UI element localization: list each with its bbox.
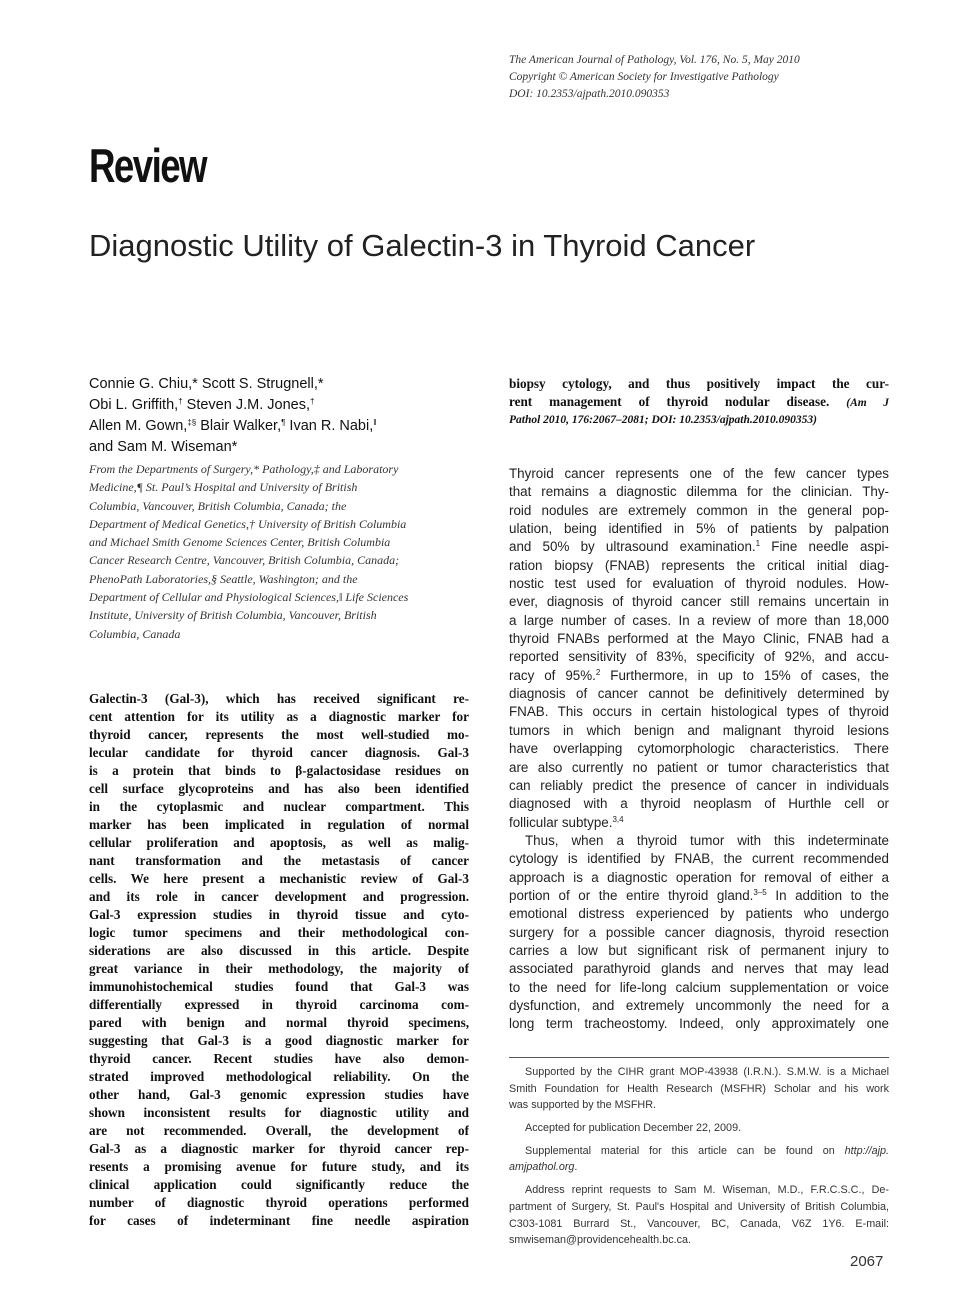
footnote-line: was supported by the MSFHR. xyxy=(509,1099,657,1112)
affiliation-line: From the Departments of Surgery,* Pathology,‡ and Laboratory xyxy=(89,462,399,476)
author-list xyxy=(89,374,469,458)
footnote-line: Address reprint requests to Sam M. Wiseman, M.D., F.R.C.S.C., De- xyxy=(525,1184,889,1197)
abstract-text: rent management of thyroid nodular disease. xyxy=(509,394,830,409)
body-text-span: In addition to the xyxy=(766,887,889,903)
affiliation-mark: ¶ xyxy=(281,418,286,427)
body-line: ulation, being identified in 5% of patients by palpation xyxy=(509,521,889,537)
body-line: carries a low but significant risk of permanent injury to xyxy=(509,942,889,958)
reference-mark: 3–5 xyxy=(753,887,767,897)
body-line: to the need for life-long calcium supplementation or voice xyxy=(509,979,889,995)
abstract-line: lecular candidate for thyroid cancer diagnosis. Gal-3 xyxy=(89,745,469,760)
abstract-line: logic tumor specimens and their methodological con- xyxy=(89,925,469,940)
body-line: tumors in which benign and malignant thyroid lesions xyxy=(509,722,889,738)
body-line: Thyroid cancer represents one of the few cancer types xyxy=(509,466,889,481)
affiliation-mark: ‡§ xyxy=(187,418,197,427)
abstract-line: shown inconsistent results for diagnostic utility and xyxy=(89,1105,469,1120)
author-name: Ivan R. Nabi, xyxy=(285,418,374,434)
affiliation-line: Medicine,¶ St. Paul’s Hospital and University of British xyxy=(89,480,358,495)
abstract-line: immunohistochemical studies found that Gal-3 was xyxy=(89,979,469,994)
supplemental-link[interactable]: amjpathol.org xyxy=(509,1161,575,1174)
author-line: Connie G. Chiu,* Scott S. Strugnell,* xyxy=(89,376,324,392)
affiliation-line: Columbia, Vancouver, British Columbia, Canada; the xyxy=(89,498,347,513)
abstract-line: cellular proliferation and apoptosis, as well as malig- xyxy=(89,835,469,850)
footnote-line xyxy=(509,1159,889,1176)
abstract xyxy=(89,690,469,1230)
abstract-line: number of diagnostic thyroid operations performed xyxy=(89,1195,469,1210)
body-line: a large number of cases. In a review of more than 18,000 xyxy=(509,612,889,628)
reference-mark: 1 xyxy=(755,539,761,549)
journal-copyright: Copyright © American Society for Investigative Pathology xyxy=(509,71,779,83)
abstract-line: thyroid cancer, represents the most well-studied mo- xyxy=(89,727,469,742)
body-line: roid nodules are extremely common in the general pop- xyxy=(509,502,889,518)
body-text-span: follicular subtype. xyxy=(509,814,613,830)
body-line: long term tracheostomy. Indeed, only approximately one xyxy=(509,1016,889,1032)
affiliation-line: Department of Medical Genetics,† University of British Columbia xyxy=(89,516,407,531)
abstract-line: cells. We here present a mechanistic review of Gal-3 xyxy=(89,871,469,886)
affiliation-mark: ‖ xyxy=(373,418,377,427)
body-line: thyroid FNABs performed at the Mayo Clinic, FNAB had a xyxy=(509,631,889,647)
affiliation-mark: † xyxy=(178,397,183,406)
body-line: nostic test used for evaluation of thyroid nodules. How- xyxy=(509,576,889,592)
abstract-line: cell surface glycoproteins and has also been identified xyxy=(89,781,469,796)
abstract-line: other hand, Gal-3 genomic expression studies have xyxy=(89,1087,469,1102)
affiliation-line: Cancer Research Centre, Vancouver, British Columbia, Canada; xyxy=(89,553,400,568)
body-line: associated parathyroid glands and nerves that may lead xyxy=(509,961,889,977)
abstract-line: in the cytoplasmic and nuclear compartment. This xyxy=(89,799,469,814)
affiliation-line: PhenoPath Laboratories,§ Seattle, Washington; and the xyxy=(89,571,358,586)
abstract-line: for cases of indeterminant fine needle aspiration xyxy=(89,1213,469,1228)
author-line: and Sam M. Wiseman* xyxy=(89,439,238,455)
footnotes xyxy=(509,1064,889,1249)
body-line: diagnosis of cancer cannot be definitively determined by xyxy=(509,686,889,702)
footnote-text: Supplemental material for this article can be found on xyxy=(525,1144,835,1157)
abstract-line: marker has been implicated in regulation of normal xyxy=(89,817,469,832)
body-line xyxy=(509,814,889,832)
abstract-line: pared with benign and normal thyroid specimens, xyxy=(89,1015,469,1030)
body-line xyxy=(509,887,889,905)
article-title: Diagnostic Utility of Galectin-3 in Thyroid Cancer xyxy=(89,228,756,263)
body-line xyxy=(509,538,889,556)
abstract-line: suggesting that Gal-3 is a good diagnostic marker for xyxy=(89,1033,469,1048)
abstract-line: Gal-3 as a diagnostic marker for thyroid cancer rep- xyxy=(89,1141,469,1156)
citation-text: (Am J xyxy=(846,397,889,409)
footnote-line xyxy=(509,1143,889,1160)
body-line: FNAB. This occurs in certain histological types of thyroid xyxy=(509,704,889,720)
footnote-line: Supported by the CIHR grant MOP-43938 (I.R.N.). S.M.W. is a Michael xyxy=(525,1066,889,1078)
affiliation-mark: † xyxy=(309,397,315,406)
abstract-line: cent attention for its utility as a diagnostic marker for xyxy=(89,709,469,724)
journal-doi: DOI: 10.2353/ajpath.2010.090353 xyxy=(509,88,670,100)
affiliation-line: Institute, University of British Columbia, Vancouver, British xyxy=(89,608,377,623)
abstract-line: are not recommended. Overall, the development of xyxy=(89,1123,469,1138)
body-line: that remains a diagnostic dilemma for the clinician. Thy- xyxy=(509,484,889,500)
reference-mark: 3,4 xyxy=(612,814,624,824)
body-line: emotional distress experienced by patients who undergo xyxy=(509,906,889,922)
affiliation-line: Department of Cellular and Physiological Sciences,‖ Life Sciences xyxy=(89,590,409,605)
abstract-line: differentially expressed in thyroid carcinoma com- xyxy=(89,997,469,1012)
body-text-span: portion of or the entire thyroid gland. xyxy=(509,887,754,903)
abstract-continuation xyxy=(509,375,889,430)
author-name: Blair Walker, xyxy=(196,418,282,434)
abstract-line: Galectin-3 (Gal-3), which has received significant re- xyxy=(89,691,469,706)
body-line: reported sensitivity of 83%, specificity of 92%, and accu- xyxy=(509,649,889,665)
footnote-divider xyxy=(509,1057,889,1058)
body-line: diagnosed with a thyroid neoplasm of Hurthle cell or xyxy=(509,796,889,812)
affiliations xyxy=(89,460,469,643)
supplemental-link[interactable]: http://ajp. xyxy=(844,1144,889,1157)
body-text xyxy=(509,465,889,1034)
abstract-line: and its role in cancer development and progression. xyxy=(89,889,469,904)
body-line: Thus, when a thyroid tumor with this indeterminate xyxy=(525,832,889,848)
reference-mark: 2 xyxy=(595,667,601,677)
email-link[interactable]: smwiseman@providencehealth.bc.ca. xyxy=(509,1234,691,1247)
footnote-line: Smith Foundation for Health Research (MSFHR) Scholar and his work xyxy=(509,1082,889,1095)
author-line xyxy=(89,395,469,416)
journal-header xyxy=(509,52,909,103)
body-line: approach is a diagnostic operation for removal of either a xyxy=(509,869,889,885)
body-line: ever, diagnosis of thyroid cancer still remains uncertain in xyxy=(509,594,889,610)
footnote-line: partment of Surgery, St. Paul's Hospital and University of British Columbia, xyxy=(509,1200,889,1213)
body-line: have overlapping cytomorphologic characteristics. There xyxy=(509,741,889,757)
abstract-line: Gal-3 expression studies in thyroid tissue and cyto- xyxy=(89,907,469,922)
affiliation-line: and Michael Smith Genome Sciences Center, British Columbia xyxy=(89,535,391,550)
body-line: dysfunction, and extremely uncommonly the need for a xyxy=(509,997,889,1013)
abstract-line: great variance in their methodology, the majority of xyxy=(89,961,469,976)
body-line: surgery for a possible cancer diagnosis, thyroid resection xyxy=(509,924,889,940)
footnote-line: C303-1081 Burrard St., Vancouver, BC, Canada, V6Z 1Y6. E-mail: xyxy=(509,1217,889,1230)
body-line: are also currently no patient or tumor characteristics that xyxy=(509,759,889,775)
author-name: Steven J.M. Jones, xyxy=(182,397,310,413)
abstract-line: biopsy cytology, and thus positively impact the cur- xyxy=(509,376,889,391)
body-line xyxy=(509,667,889,685)
body-text-span: Fine needle aspi- xyxy=(760,539,889,555)
section-label: Review xyxy=(89,139,206,192)
accepted-date: Accepted for publication December 22, 2009. xyxy=(525,1122,742,1135)
body-text-span: and 50% by ultrasound examination. xyxy=(509,539,756,555)
abstract-line: thyroid cancer. Recent studies have also demon- xyxy=(89,1051,469,1066)
abstract-line: is a protein that binds to β-galactosidase residues on xyxy=(89,763,469,778)
citation-line: Pathol 2010, 176:2067–2081; DOI: 10.2353/ajpath.2010.090353) xyxy=(509,414,817,426)
abstract-line: siderations are also discussed in this article. Despite xyxy=(89,943,469,958)
footnote-text: . xyxy=(574,1161,578,1174)
journal-citation: The American Journal of Pathology, Vol. 176, No. 5, May 2010 xyxy=(509,54,800,66)
author-line xyxy=(89,416,469,437)
abstract-line: resents a promising avenue for future study, and its xyxy=(89,1159,469,1174)
body-line: can reliably predict the presence of cancer in individuals xyxy=(509,777,889,793)
abstract-line: clinical application could significantly reduce the xyxy=(89,1177,469,1192)
affiliation-line: Columbia, Canada xyxy=(89,626,181,641)
body-line: ration biopsy (FNAB) represents the critical initial diag- xyxy=(509,557,889,573)
author-name: Obi L. Griffith, xyxy=(89,397,179,413)
body-text-span: Furthermore, in up to 15% of cases, the xyxy=(600,667,889,683)
abstract-line xyxy=(509,393,889,411)
page-number: 2067 xyxy=(850,1253,884,1270)
author-name: Allen M. Gown, xyxy=(89,418,188,434)
body-line: cytology is identified by FNAB, the current recommended xyxy=(509,851,889,867)
abstract-line: nant transformation and the metastasis of cancer xyxy=(89,853,469,868)
abstract-line: strated improved methodological reliability. On the xyxy=(89,1069,469,1084)
body-text-span: racy of 95%. xyxy=(509,667,596,683)
